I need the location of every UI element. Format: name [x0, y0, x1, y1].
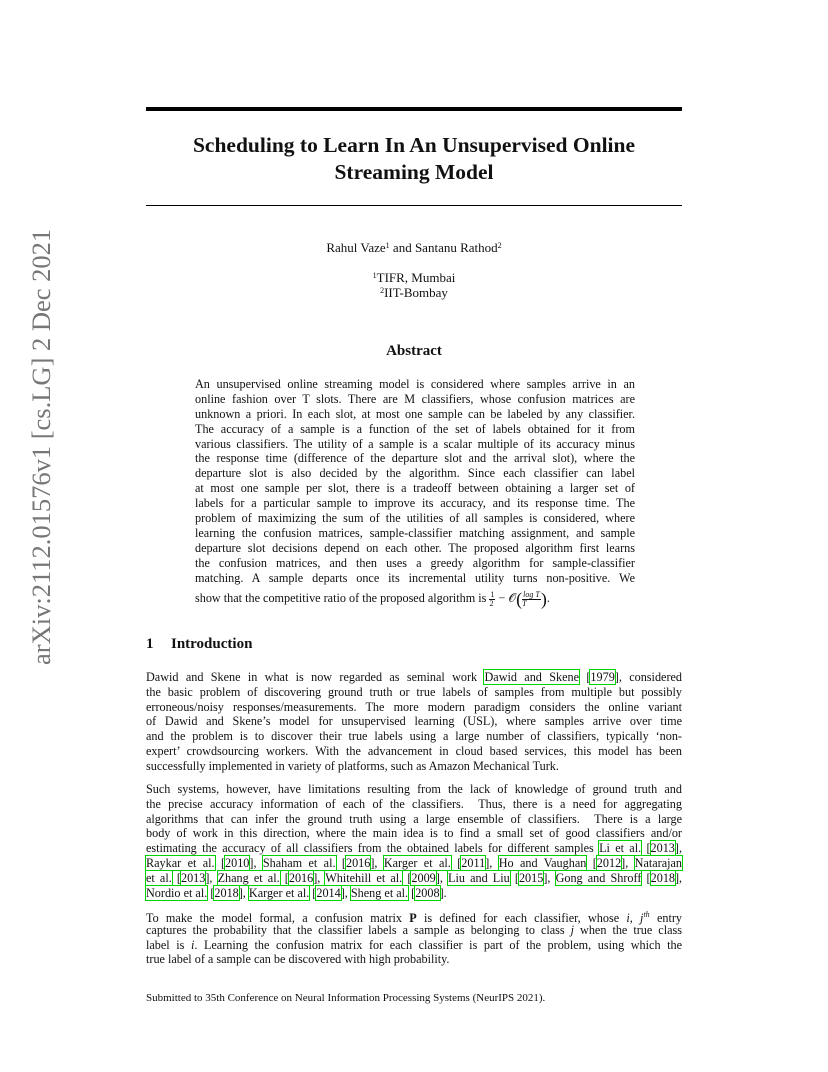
citation-link[interactable]: 2015 — [518, 870, 544, 885]
paragraph-line — [146, 729, 682, 744]
frac-numerator: 1 — [490, 590, 495, 600]
paper-title — [146, 132, 682, 186]
math-matrix: P — [409, 911, 417, 926]
citation-link[interactable]: 2018 — [214, 885, 239, 900]
text-span: [ — [450, 855, 462, 870]
citation-link[interactable]: Nordio et al. — [146, 885, 208, 900]
footnote: Submitted to 35th Conference on Neural Information Processing Systems (NeurIPS 2021). — [146, 992, 546, 1004]
author-2-mark: 2 — [497, 241, 502, 250]
text-span: [ — [579, 670, 591, 684]
citation-link[interactable]: Karger et al. — [383, 855, 451, 870]
text-span: ], — [205, 870, 218, 885]
math-symbol: j — [570, 922, 575, 937]
abstract-line: online fashion over T slots. There are M classifiers, whose confusion matrices are — [195, 391, 635, 406]
affiliation-1 — [146, 270, 682, 285]
text-span: ], considered — [614, 670, 683, 684]
text-span: estimating the accuracy of all classifiers from the obtained labels for different samples — [146, 841, 600, 856]
abstract-line: at most one sample per slot, there is a tradeoff between obtaining a larger set of — [195, 481, 635, 496]
frac-numerator: log T — [523, 590, 540, 600]
citation-link[interactable]: Natarajan — [634, 855, 683, 870]
text-span: ], — [370, 855, 384, 870]
citation-link[interactable]: Karger et al. — [248, 885, 310, 900]
text-span: the basic problem of discovering ground truth or true labels of samples from multiple but possibly — [146, 684, 682, 699]
text-span: ], — [249, 855, 263, 870]
text-span: and the problem is to discover their true labels using a large number of classifiers, typically ‘non- — [146, 729, 682, 744]
abstract-line: learning the confusion matrices, sample-classifier matching assignment, and sample — [195, 525, 635, 540]
author-1-mark: 1 — [385, 241, 390, 250]
citation-link[interactable]: 2010 — [225, 855, 250, 870]
citation-link[interactable]: 2011 — [461, 855, 486, 870]
intro-paragraph-3 — [146, 908, 682, 967]
affiliation-2 — [146, 285, 682, 300]
math-right-paren: ) — [540, 589, 547, 610]
text-span: Such systems, however, have limitations resulting from the lack of knowledge of ground truth and — [146, 782, 682, 796]
authors-and: and — [389, 240, 415, 255]
abstract-final-text: show that the competitive ratio of the proposed algorithm is — [195, 591, 490, 606]
citation-link[interactable]: Shaham et al. — [262, 855, 336, 870]
math-symbol: i — [190, 937, 195, 952]
citation-link[interactable]: Liu and Liu — [448, 870, 510, 885]
abstract-line: labels for a particular sample to improve its accuracy, and its response time. The — [195, 496, 635, 511]
text-span: true label of a sample can be discovered with high probability. — [146, 952, 450, 967]
title-line-2: Streaming Model — [334, 160, 494, 184]
text-span: when the true class — [574, 922, 682, 937]
affiliation-1-name: TIFR, Mumbai — [376, 270, 456, 285]
text-span: [ — [279, 870, 289, 885]
text-span: successfully implemented in variety of platforms, such as Amazon Mechanical Turk. — [146, 758, 559, 773]
paragraph-line — [146, 670, 682, 685]
title-rule-bottom — [146, 205, 682, 206]
arxiv-stamp: arXiv:2112.01576v1 [cs.LG] 2 Dec 2021 — [26, 228, 56, 665]
text-span: is defined for each classifier, whose — [416, 911, 627, 926]
paragraph-line — [146, 797, 682, 812]
text-span: of Dawid and Skene’s model for unsupervised learning (USL), where samples arrive over time — [146, 714, 682, 729]
text-span: [ — [509, 870, 519, 885]
abstract-line: various classifiers. The utility of a sample is a scalar multiple of its accuracy minus — [195, 436, 635, 451]
abstract-final-period: . — [546, 591, 550, 606]
paragraph-line — [146, 952, 682, 967]
citation-link[interactable]: 2016 — [288, 870, 314, 885]
abstract-line: unknown a priori. In each slot, at most one sample can be labeled by any classifier. — [195, 406, 635, 421]
author-1: Rahul Vaze — [326, 240, 386, 255]
section-number: 1 — [146, 636, 154, 652]
citation-link[interactable]: 2013 — [180, 870, 206, 885]
authors — [146, 240, 682, 256]
citation-link[interactable]: Raykar et al. — [146, 855, 215, 870]
citation-link[interactable]: Gong and Shroff — [555, 870, 642, 885]
text-span: ], — [674, 841, 682, 856]
paragraph-line — [146, 700, 682, 715]
abstract-line: the response time (difference of the departure slot and the arrival slot), where the — [195, 451, 635, 466]
paragraph-line — [146, 744, 682, 759]
paragraph-line — [146, 856, 682, 871]
citation-link[interactable]: 2009 — [411, 870, 436, 885]
text-span: [ — [309, 885, 317, 900]
citation-link[interactable]: Zhang et al. — [217, 870, 280, 885]
abstract-line: The accuracy of a sample is a function of the set of labels obtained for it from — [195, 421, 635, 436]
frac-denominator: T — [522, 599, 527, 609]
citation-link[interactable]: 2016 — [345, 855, 371, 870]
abstract-line: problem of maximizing the sum of the utilities of all samples is considered, where — [195, 511, 635, 526]
paragraph-line — [146, 841, 682, 856]
section-title: Introduction — [171, 636, 253, 652]
paragraph-line — [146, 782, 682, 797]
text-span: ], — [238, 885, 249, 900]
text-span: th — [643, 910, 650, 919]
text-span: ], — [621, 855, 635, 870]
paragraph-line — [146, 871, 682, 886]
text-span: captures the probability that the classifier labels a sample as belonging to class — [146, 922, 571, 937]
paragraph-line — [146, 685, 682, 700]
citation-link[interactable]: et al. — [146, 870, 172, 885]
abstract-line: matching. A sample departs once its incremental utility turns non-positive. We — [195, 570, 635, 585]
frac-denominator: 2 — [489, 599, 494, 609]
paragraph-line — [146, 812, 682, 827]
section-heading — [146, 636, 252, 653]
text-span: ], — [340, 885, 351, 900]
math-symbol: i, j — [626, 911, 644, 926]
title-rule-top — [146, 107, 682, 111]
abstract-final-line — [195, 586, 635, 610]
text-span: ], — [313, 870, 326, 885]
text-span: [ — [408, 885, 416, 900]
citation-link[interactable]: 2018 — [650, 870, 675, 885]
abstract-line: departure slot is also decided by the algorithm. Since each classifier can label — [195, 466, 635, 481]
citation-link[interactable]: 2014 — [316, 885, 341, 900]
text-span: entry — [649, 911, 682, 926]
text-span: To make the model formal, a confusion matrix — [146, 911, 410, 926]
paragraph-line — [146, 759, 682, 774]
text-span: [ — [586, 855, 597, 870]
abstract-line: An unsupervised online streaming model is considered where samples arrive in an — [195, 377, 635, 391]
abstract-line: the confusion matrices, and then uses a greedy algorithm for sample-classifier — [195, 555, 635, 570]
paragraph-line — [146, 923, 682, 938]
text-span: [ — [214, 855, 226, 870]
abstract-line: departure slot decisions depend on each other. The proposed algorithm first learns — [195, 540, 635, 555]
paragraph-line — [146, 908, 682, 926]
math-left-paren: ( — [516, 589, 523, 610]
citation-link[interactable]: Li et al. — [599, 841, 642, 856]
text-span: label is — [146, 937, 191, 952]
citation-link[interactable]: Dawid and Skene — [484, 670, 580, 684]
affiliations — [146, 270, 682, 300]
affiliation-1-mark: 1 — [372, 271, 377, 280]
intro-paragraph-2 — [146, 782, 682, 900]
paragraph-line — [146, 886, 682, 901]
author-2: Santanu Rathod — [414, 240, 498, 255]
text-span: [ — [402, 870, 412, 885]
citation-link[interactable]: 2008 — [415, 885, 440, 900]
affiliation-2-mark: 2 — [380, 286, 385, 295]
text-span: [ — [171, 870, 181, 885]
affiliation-2-name: IIT-Bombay — [384, 285, 448, 300]
text-span: ], — [675, 870, 683, 885]
math-log-t-over-t — [522, 591, 541, 608]
text-span: [ — [641, 841, 651, 856]
paragraph-line — [146, 714, 682, 729]
citation-link[interactable]: Ho and Vaughan — [498, 855, 587, 870]
intro-paragraph-1 — [146, 670, 682, 774]
text-span: [ — [335, 855, 346, 870]
text-span: body of work in this direction, where the main idea is to find a small set of good classifiers and/or — [146, 826, 682, 841]
text-span: erroneous/noisy responses/measurements. The more modern paradigm considers the online variant — [146, 699, 682, 714]
text-span: ], — [485, 855, 499, 870]
citation-link[interactable]: Whitehill et al. — [325, 870, 403, 885]
text-span: the precise accuracy information of each of the classifiers. Thus, there is a need for aggregating — [146, 796, 682, 811]
citation-link[interactable]: 2013 — [650, 841, 675, 856]
citation-link[interactable]: 2012 — [596, 855, 622, 870]
citation-link[interactable]: 1979 — [590, 670, 615, 684]
paragraph-line — [146, 938, 682, 953]
text-span: ], — [543, 870, 556, 885]
text-span: [ — [641, 870, 651, 885]
text-span: [ — [207, 885, 215, 900]
abstract-heading: Abstract — [386, 343, 442, 359]
math-big-o: − 𝒪 — [495, 591, 517, 606]
text-span: . Learning the confusion matrix for each classifier is part of the problem, using which the — [194, 937, 682, 952]
text-span: ], — [435, 870, 449, 885]
paragraph-line — [146, 826, 682, 841]
abstract-body — [195, 377, 635, 610]
citation-link[interactable]: Sheng et al. — [350, 885, 409, 900]
text-span: Dawid and Skene in what is now regarded as seminal work — [146, 670, 485, 684]
title-line-1: Scheduling to Learn In An Unsupervised Online — [192, 133, 636, 157]
text-span: expert’ crowdsourcing workers. With the advancement in cloud based services, this model has been — [146, 743, 682, 758]
text-span: algorithms that can infer the ground truth using a large ensemble of classifiers. There is a large — [146, 811, 682, 826]
text-span: ]. — [439, 885, 447, 900]
